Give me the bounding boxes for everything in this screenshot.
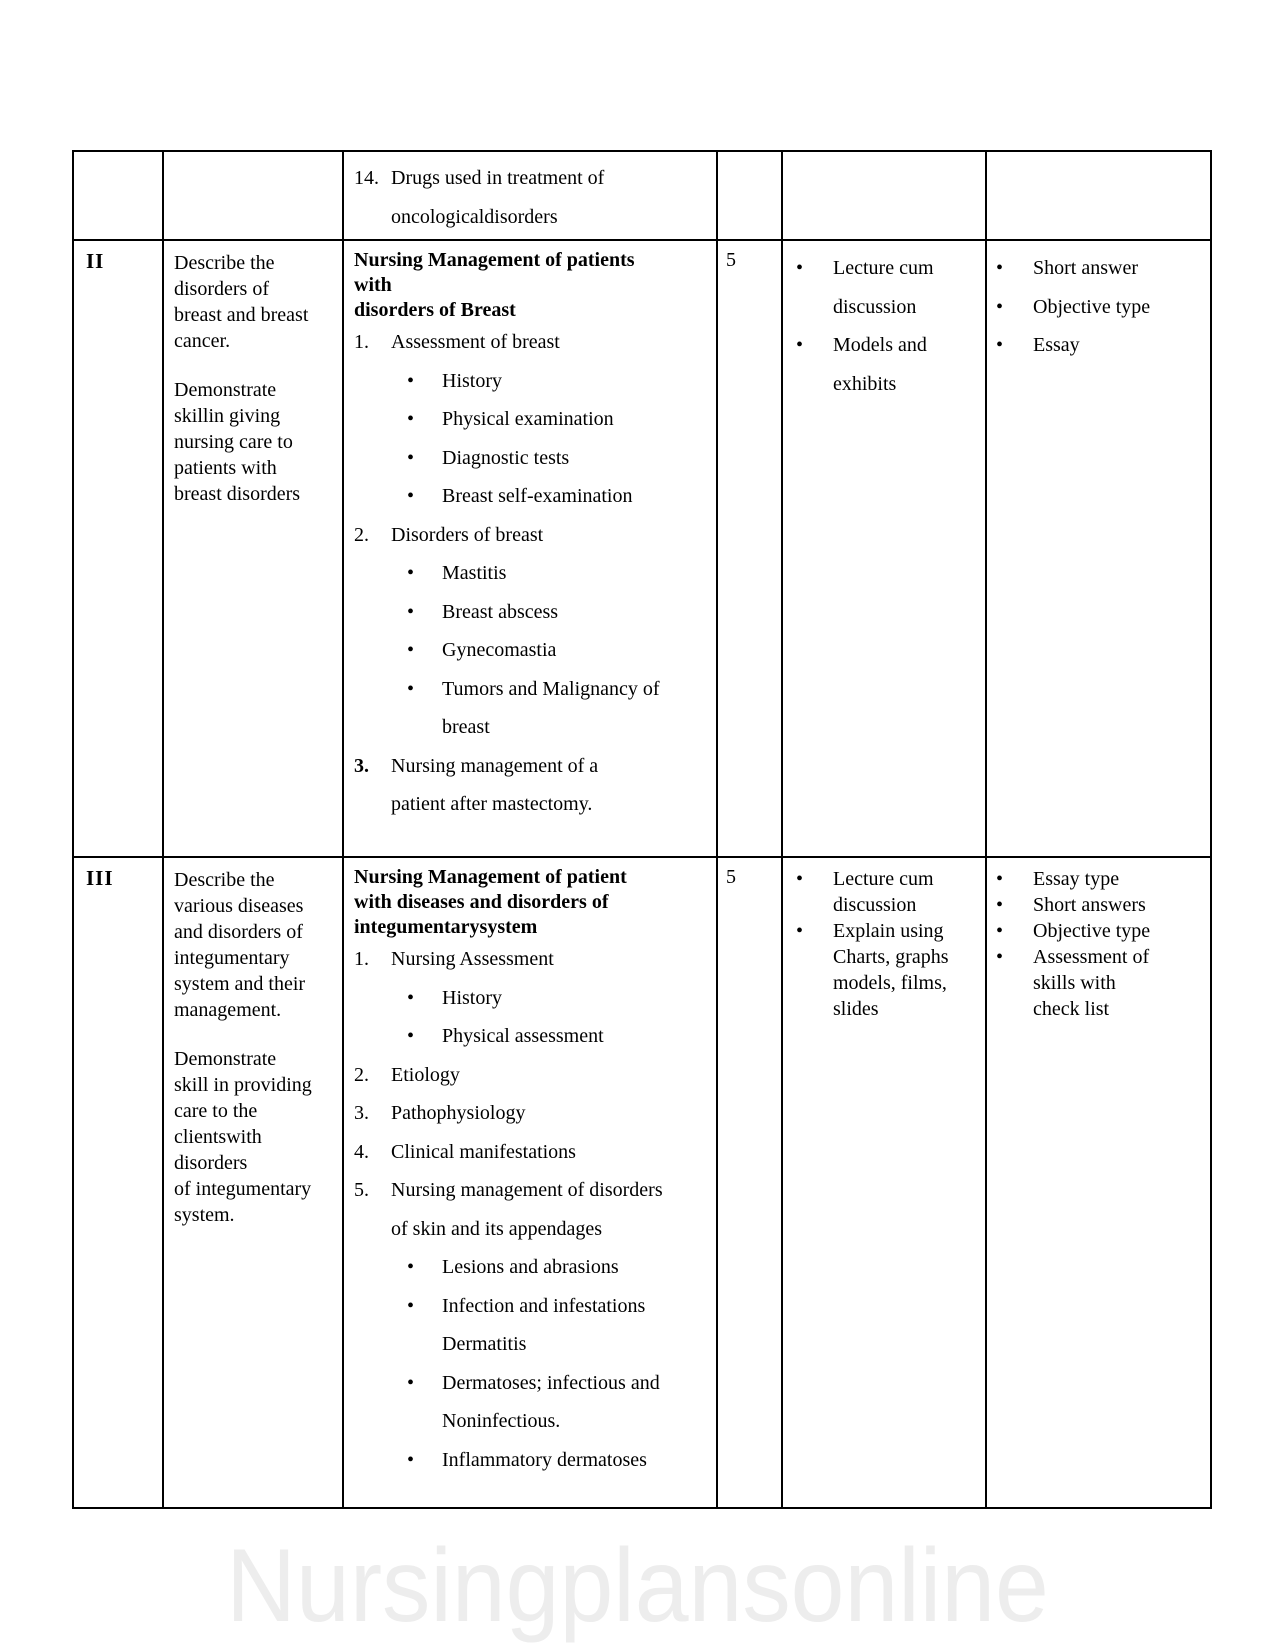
item-text (1033, 918, 1184, 944)
text-line: History (442, 986, 502, 1009)
content-bullet-item (354, 1017, 710, 1056)
text-line: History (442, 369, 502, 392)
item-text (442, 670, 710, 747)
item-text (1033, 944, 1184, 1022)
item-number: 1. (354, 948, 369, 970)
teaching-item (796, 249, 981, 326)
objectives-cell (163, 240, 343, 857)
bullet-icon: • (996, 295, 1004, 318)
syllabus-table (72, 150, 1212, 1509)
item-text (391, 1056, 710, 1095)
text-line: skillin giving (174, 405, 281, 427)
objective-paragraph (174, 250, 337, 354)
text-line: breast disorders (174, 483, 301, 505)
text-line: models, films, (833, 972, 947, 994)
objective-paragraph (174, 1046, 337, 1228)
item-number: 2. (354, 523, 369, 546)
content-bullet-item (354, 1364, 710, 1441)
assessment-item (996, 326, 1184, 365)
item-text (442, 554, 710, 593)
teaching-item (796, 326, 981, 403)
assessment-methods-cell (986, 857, 1211, 1508)
bullet-icon: • (407, 1448, 415, 1471)
content-cell (343, 857, 717, 1508)
text-line: Models and (833, 334, 927, 356)
item-text (1033, 326, 1184, 365)
item-number: 14. (354, 167, 379, 189)
content-numbered-item (354, 1056, 710, 1095)
content-bullet-item (354, 631, 710, 670)
bullet-icon: • (796, 868, 804, 890)
text-line: Nursing management of disorders (391, 1179, 663, 1201)
text-line: Nursing management of a (391, 754, 599, 777)
table-row-unit-3 (73, 857, 1211, 1508)
item-text (1033, 866, 1184, 892)
text-line: Dermatoses; infectious and (442, 1371, 660, 1394)
assessment-methods-cell (986, 151, 1211, 240)
watermark: Nursingplansonline (226, 1528, 1049, 1644)
hours-cell (717, 857, 782, 1508)
text-line: Dermatitis (442, 1333, 527, 1355)
text-line: Nursing Assessment (391, 948, 554, 970)
text-line: Essay (1033, 334, 1080, 356)
content-bullet-item (354, 477, 710, 516)
item-text (442, 1364, 710, 1441)
assessment-item (996, 288, 1184, 327)
item-text (391, 516, 710, 555)
teaching-methods-cell (782, 151, 986, 240)
table-row-continued (73, 151, 1211, 240)
text-line: skill in providing (174, 1074, 312, 1096)
content-bullet-item (354, 1248, 710, 1287)
item-text (833, 918, 981, 1022)
bullet-icon: • (996, 894, 1004, 916)
item-text (391, 1133, 710, 1172)
text-line: Clinical manifestations (391, 1140, 576, 1163)
item-text (442, 593, 710, 632)
text-line: system. (174, 1204, 235, 1226)
hours-cell (717, 151, 782, 240)
text-line: Charts, graphs (833, 946, 949, 968)
bullet-icon: • (407, 446, 415, 469)
text-line: disorders (174, 1152, 248, 1174)
item-text (442, 1017, 710, 1056)
text-line: Assessment of (1033, 946, 1150, 968)
unit-cell (73, 151, 163, 240)
text-line: care to the (174, 1100, 258, 1122)
item-text (442, 1248, 710, 1287)
text-line: and disorders of (174, 921, 303, 943)
objectives-cell (163, 857, 343, 1508)
item-text (833, 249, 981, 326)
content-bullet-item (354, 439, 710, 478)
bullet-icon: • (996, 946, 1004, 968)
content-bullet-item (354, 1287, 710, 1364)
item-text (1033, 288, 1184, 327)
text-line: Lesions and abrasions (442, 1256, 619, 1278)
text-line: Explain using (833, 920, 944, 942)
item-text (442, 979, 710, 1018)
bullet-icon: • (407, 639, 415, 661)
text-line: of skin and its appendages (391, 1217, 603, 1240)
text-line: Pathophysiology (391, 1102, 526, 1124)
item-number: 2. (354, 1063, 369, 1086)
objective-paragraph (174, 377, 337, 507)
bullet-icon: • (407, 369, 415, 392)
text-line: discussion (833, 894, 917, 916)
content-bullet-item (354, 1441, 710, 1480)
content-numbered-item (354, 940, 710, 979)
assessment-item (996, 892, 1184, 918)
text-line: breast and breast (174, 304, 309, 326)
content-bullet-item (354, 400, 710, 439)
text-line: Assessment of breast (391, 331, 560, 353)
text-line: slides (833, 998, 879, 1020)
text-line: Tumors and Malignancy of (442, 677, 660, 700)
bullet-icon: • (407, 1371, 415, 1394)
text-line: patient after mastectomy. (391, 793, 593, 815)
text-line: exhibits (833, 372, 897, 395)
assessment-item (996, 249, 1184, 288)
teaching-item (796, 866, 981, 918)
teaching-methods-cell (782, 240, 986, 857)
bullet-icon: • (407, 600, 415, 623)
text-line: Nursing Management of patients (354, 249, 635, 271)
text-line: disorders of (174, 278, 269, 300)
content-heading (354, 865, 710, 940)
content-cell (343, 151, 717, 240)
bullet-icon: • (996, 920, 1004, 942)
hours-cell (717, 240, 782, 857)
item-text (833, 866, 981, 918)
item-text (442, 1287, 710, 1364)
bullet-icon: • (407, 1025, 415, 1047)
unit-label: III (86, 866, 114, 890)
content-numbered-item (354, 1094, 710, 1133)
text-line: of integumentary (174, 1178, 312, 1200)
text-line: discussion (833, 295, 917, 318)
unit-label: II (86, 249, 105, 273)
item-number: 3. (354, 754, 369, 777)
item-number: 4. (354, 1140, 369, 1163)
text-line: integumentary (174, 947, 290, 969)
content-numbered-item (354, 323, 710, 362)
bullet-icon: • (407, 562, 415, 584)
content-bullet-item (354, 670, 710, 747)
assessment-methods-cell (986, 240, 1211, 857)
text-line: with (354, 274, 392, 296)
item-number: 1. (354, 331, 369, 353)
text-line: Physical assessment (442, 1025, 604, 1047)
content-bullet-item (354, 979, 710, 1018)
bullet-icon: • (796, 257, 804, 279)
item-text (391, 747, 710, 824)
objective-paragraph (174, 867, 337, 1023)
text-line: Gynecomastia (442, 639, 557, 661)
bullet-icon: • (407, 1294, 415, 1317)
text-line: patients with (174, 457, 277, 479)
item-text (442, 362, 710, 401)
text-line: Short answer (1033, 257, 1138, 279)
content-numbered-item (354, 516, 710, 555)
bullet-icon: • (407, 986, 415, 1009)
item-text (442, 1441, 710, 1480)
assessment-item (996, 918, 1184, 944)
text-line: Inflammatory dermatoses (442, 1448, 647, 1471)
item-text (833, 326, 981, 403)
content-bullet-item (354, 554, 710, 593)
item-text (442, 439, 710, 478)
assessment-item (996, 944, 1184, 1022)
item-text (391, 323, 710, 362)
item-text (391, 1171, 710, 1248)
text-line: Essay type (1033, 868, 1120, 890)
text-line: oncologicaldisorders (391, 205, 558, 228)
item-text (1033, 249, 1184, 288)
content-bullet-item (354, 593, 710, 632)
item-number: 3. (354, 1102, 369, 1124)
item-text (442, 477, 710, 516)
unit-cell (73, 857, 163, 1508)
bullet-icon: • (407, 1256, 415, 1278)
text-line: Breast abscess (442, 600, 559, 623)
item-text (442, 400, 710, 439)
hours-value: 5 (726, 866, 736, 888)
text-line: clientswith (174, 1126, 262, 1148)
text-line: Short answers (1033, 894, 1146, 916)
text-line: Lecture cum (833, 868, 934, 890)
text-line: check list (1033, 998, 1110, 1020)
item-text (391, 940, 710, 979)
objectives-cell (163, 151, 343, 240)
text-line: Objective type (1033, 295, 1151, 318)
item-number: 5. (354, 1179, 369, 1201)
text-line: Describe the (174, 869, 275, 891)
text-line: disorders of Breast (354, 299, 516, 321)
bullet-icon: • (407, 677, 415, 700)
content-numbered-item (354, 747, 710, 824)
text-line: integumentarysystem (354, 916, 538, 938)
text-line: Nursing Management of patient (354, 866, 627, 888)
hours-value: 5 (726, 249, 736, 271)
teaching-item (796, 918, 981, 1022)
bullet-icon: • (407, 408, 415, 430)
text-line: Physical examination (442, 408, 614, 430)
bullet-icon: • (996, 257, 1004, 279)
text-line: Describe the (174, 252, 275, 274)
content-cell (343, 240, 717, 857)
text-line: Infection and infestations (442, 1294, 646, 1317)
content-heading (354, 248, 710, 323)
text-line: various diseases (174, 895, 304, 917)
text-line: Objective type (1033, 920, 1151, 942)
assessment-item (996, 866, 1184, 892)
bullet-icon: • (796, 334, 804, 356)
text-line: skills with (1033, 972, 1116, 994)
text-line: Breast self-examination (442, 485, 633, 507)
bullet-icon: • (996, 868, 1004, 890)
text-line: Disorders of breast (391, 523, 544, 546)
content-numbered-item (354, 159, 710, 236)
text-line: with diseases and disorders of (354, 891, 609, 913)
text-line: breast (442, 716, 490, 738)
text-line: Etiology (391, 1063, 460, 1086)
item-text (1033, 892, 1184, 918)
content-numbered-item (354, 1133, 710, 1172)
item-text (391, 159, 710, 236)
unit-cell (73, 240, 163, 857)
text-line: nursing care to (174, 431, 293, 453)
text-line: Mastitis (442, 562, 507, 584)
text-line: cancer. (174, 330, 231, 352)
text-line: Diagnostic tests (442, 446, 570, 469)
teaching-methods-cell (782, 857, 986, 1508)
text-line: Demonstrate (174, 379, 277, 401)
table-row-unit-2 (73, 240, 1211, 857)
bullet-icon: • (996, 334, 1004, 356)
text-line: management. (174, 999, 282, 1021)
text-line: Demonstrate (174, 1048, 277, 1070)
content-bullet-item (354, 362, 710, 401)
text-line: system and their (174, 973, 306, 995)
bullet-icon: • (796, 920, 804, 942)
item-text (442, 631, 710, 670)
text-line: Drugs used in treatment of (391, 167, 605, 189)
content-numbered-item (354, 1171, 710, 1248)
text-line: Lecture cum (833, 257, 934, 279)
text-line: Noninfectious. (442, 1410, 561, 1432)
bullet-icon: • (407, 485, 415, 507)
item-text (391, 1094, 710, 1133)
